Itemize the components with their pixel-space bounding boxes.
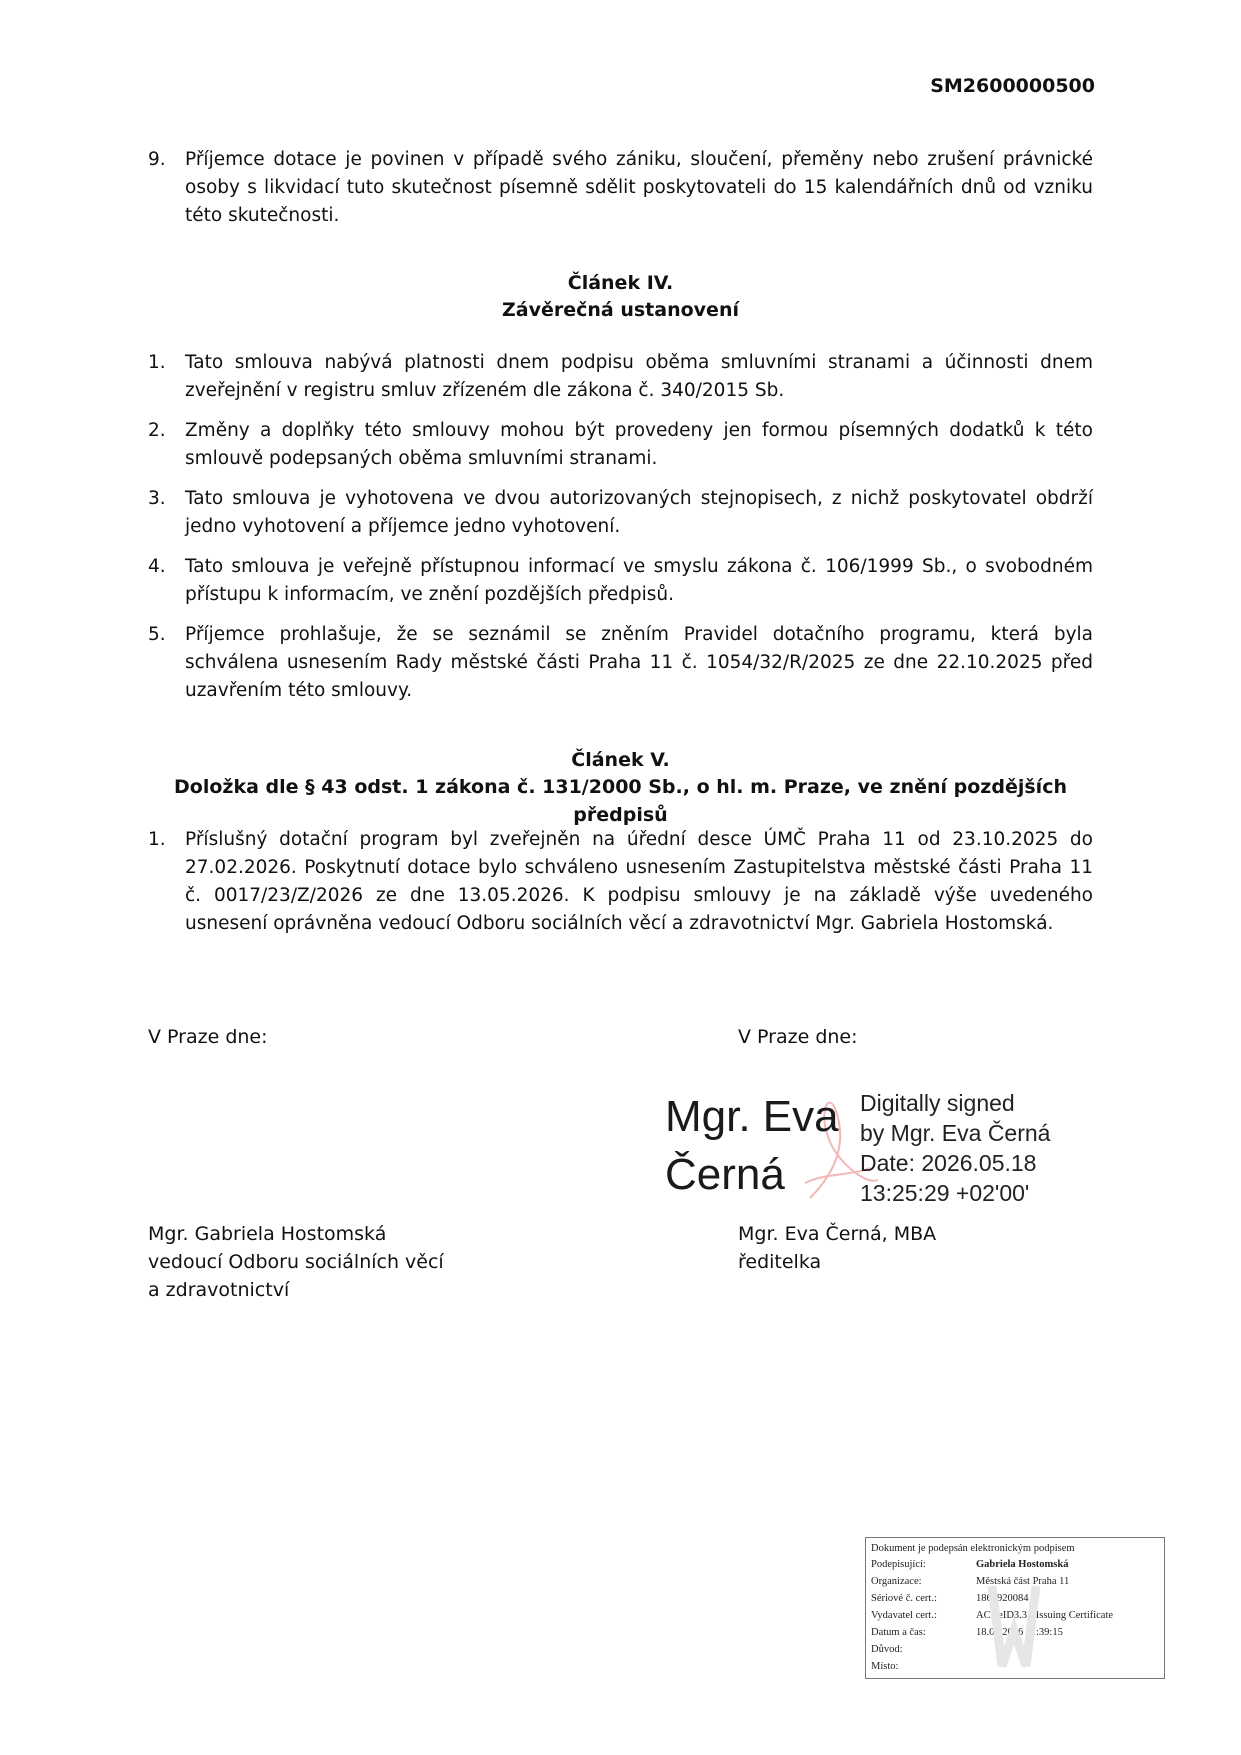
- article-5-subtitle: Doložka dle § 43 odst. 1 zákona č. 131/2000 Sb., o hl. m. Praze, ve znění pozdějších předpisů: [174, 776, 1067, 826]
- document-id: SM2600000500: [930, 75, 1095, 97]
- stamp-value: Gabriela Hostomská: [976, 1559, 1069, 1570]
- item-number: 5.: [148, 624, 166, 645]
- stamp-title: Dokument je podepsán elektronickým podpisem: [871, 1543, 1075, 1554]
- left-signatory-role: a zdravotnictví: [148, 1279, 290, 1301]
- stamp-label: Organizace:: [871, 1576, 922, 1587]
- item-text: Příjemce prohlašuje, že se seznámil se zněním Pravidel dotačního programu, která byla schválena usnesením Rady městské části Praha 11 č. 1054/32/R/2025 ze dne 22.10.2025 před uzavřením této smlouvy.: [185, 624, 1093, 701]
- item-text: Tato smlouva nabývá platnosti dnem podpisu oběma smluvními stranami a účinnosti dnem zveřejnění v registru smluv zřízeném dle zákona č. 340/2015 Sb.: [185, 352, 1093, 401]
- list-item: [148, 621, 1093, 705]
- left-signatory-role: vedoucí Odboru sociálních věcí: [148, 1251, 444, 1273]
- item-text: Příjemce dotace je povinen v případě svého zániku, sloučení, přeměny nebo zrušení právnické osoby s likvidací tuto skutečnost písemně sdělit poskytovateli do 15 kalendářních dnů od vzniku této skutečnosti.: [185, 149, 1093, 226]
- electronic-signature-stamp: [865, 1537, 1165, 1679]
- stamp-label: Sériové č. cert.:: [871, 1593, 937, 1604]
- stamp-label: Datum a čas:: [871, 1627, 926, 1638]
- right-signatory: [738, 1220, 936, 1276]
- stamp-label: Místo:: [871, 1661, 899, 1672]
- watermark-icon: [984, 1576, 1044, 1676]
- item-text: Tato smlouva je veřejně přístupnou informací ve smyslu zákona č. 106/1999 Sb., o svobodném přístupu k informacím, ve znění pozdějších předpisů.: [185, 556, 1093, 605]
- list-item: [148, 146, 1093, 230]
- item-text: Příslušný dotační program byl zveřejněn na úřední desce ÚMČ Praha 11 od 23.10.2025 do 27.02.2026. Poskytnutí dotace bylo schváleno usnesením Zastupitelstva městské části Praha 11 č. 0017/23/Z/2026 ze dne 13.05.2026. K podpisu smlouvy je na základě výše uvedeného usnesení oprávněna vedoucí Odboru sociálních věcí a zdravotnictví Mgr. Gabriela Hostomská.: [185, 829, 1093, 934]
- article-4-subtitle: Závěrečná ustanovení: [502, 299, 739, 321]
- article-5-title: Článek V.: [571, 749, 670, 771]
- digital-signature-info-line: Digitally signed: [860, 1090, 1015, 1116]
- digital-signature-name-line: Mgr. Eva: [665, 1092, 839, 1141]
- right-signatory-name: Mgr. Eva Černá, MBA: [738, 1223, 937, 1245]
- list-item-9: [148, 146, 1093, 242]
- list-item: [148, 349, 1093, 405]
- item-number: 1.: [148, 829, 166, 850]
- item-text: Změny a doplňky této smlouvy mohou být provedeny jen formou písemných dodatků k této smlouvě podepsaných oběma smluvními stranami.: [185, 420, 1093, 469]
- stamp-value: 1865920084: [976, 1593, 1029, 1604]
- digital-signature-info-line: by Mgr. Eva Černá: [860, 1120, 1051, 1146]
- list-item: [148, 553, 1093, 609]
- list-item: [148, 485, 1093, 541]
- list-item: [148, 826, 1093, 938]
- digital-signature-name: [665, 1088, 839, 1204]
- stamp-row: [871, 1556, 1159, 1573]
- digital-signature: [665, 1088, 1085, 1208]
- digital-signature-info: [860, 1088, 1050, 1208]
- left-place-date: V Praze dne:: [148, 1026, 268, 1048]
- right-signatory-role: ředitelka: [738, 1251, 822, 1273]
- item-number: 9.: [148, 149, 166, 170]
- item-number: 1.: [148, 352, 166, 373]
- item-text: Tato smlouva je vyhotovena ve dvou autorizovaných stejnopisech, z nichž poskytovatel obdrží jedno vyhotovení a příjemce jedno vyhotovení.: [185, 488, 1093, 537]
- stamp-label: Vydavatel cert.:: [871, 1610, 937, 1621]
- digital-signature-name-line: Černá: [665, 1150, 785, 1199]
- article-4-title: Článek IV.: [567, 272, 674, 294]
- stamp-label: Důvod:: [871, 1644, 903, 1655]
- item-number: 4.: [148, 556, 166, 577]
- item-number: 2.: [148, 420, 166, 441]
- digital-signature-info-line: 13:25:29 +02'00': [860, 1180, 1030, 1206]
- stamp-value: 18.05.2026 11:39:15: [976, 1627, 1063, 1638]
- stamp-value: Městská část Praha 11: [976, 1576, 1070, 1587]
- digital-signature-info-line: Date: 2026.05.18: [860, 1150, 1037, 1176]
- left-signatory: [148, 1220, 444, 1304]
- item-number: 3.: [148, 488, 166, 509]
- right-place-date: V Praze dne:: [738, 1026, 858, 1048]
- left-signatory-name: Mgr. Gabriela Hostomská: [148, 1223, 387, 1245]
- stamp-value: ACAeID3.3 - Issuing Certificate: [976, 1610, 1114, 1621]
- article-5-list: [148, 826, 1093, 950]
- article-4-list: [148, 349, 1093, 717]
- list-item: [148, 417, 1093, 473]
- stamp-label: Podepisující:: [871, 1559, 926, 1570]
